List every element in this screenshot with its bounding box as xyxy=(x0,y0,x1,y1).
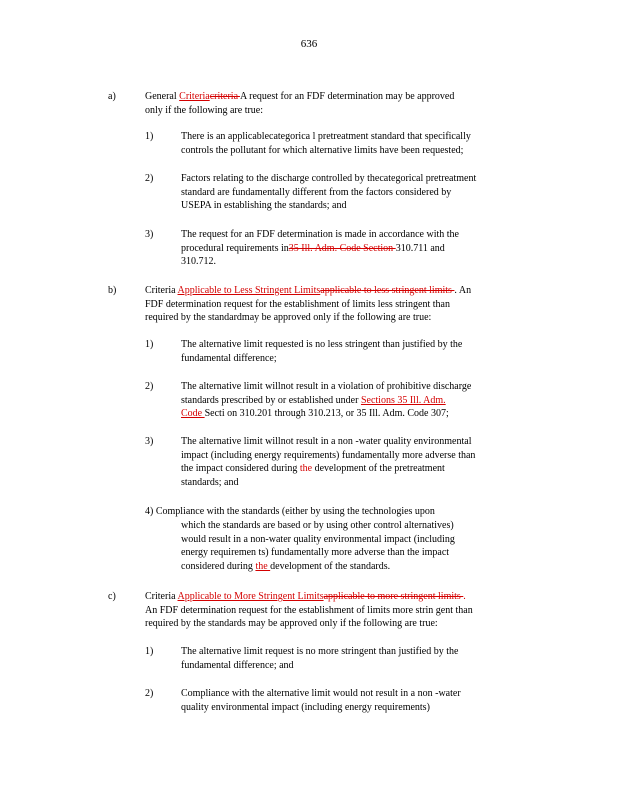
item-number: 2) xyxy=(145,381,154,392)
revision-insert: Applicable to Less Stringent Limits xyxy=(177,285,321,296)
section-c-item-2: Compliance with the alternative limit would not result in a non -water quality environmental impact (including energy requirements) xyxy=(181,688,461,713)
section-a-item-2: Factors relating to the discharge controlled by thecategorical pretreatment standard are fundamentally different from the factors considered by USEPA in establishing the standards; and xyxy=(181,173,477,212)
revision-delete: applicable xyxy=(320,285,362,296)
section-a-heading xyxy=(145,90,454,117)
revision-delete: applicable xyxy=(323,591,365,602)
item-number: 1) xyxy=(145,131,154,142)
section-b-item-4-continued: which the standards are based or by using other control alternatives) would result in a non-water quality environmental impact (including energy requiremen ts) fundamentally more adverse than the impact considered during the development of the standards. xyxy=(181,520,455,572)
revision-insert: Criteria xyxy=(179,91,210,102)
section-a-label: a) xyxy=(108,91,116,102)
section-b-heading: Criteria Applicable to Less Stringent Limitsapplicable to less stringent limits . An FDF determination request for the establishment of limits less stringent than required by the standardmay be approved only if the following are true: xyxy=(145,285,472,324)
section-b-item-2: The alternative limit willnot result in a violation of prohibitive discharge standards prescribed by or established under Sections 35 Ill. Adm. Code Secti on 310.201 through 310.213, or 35 Ill. Adm. Code 307; xyxy=(181,381,472,420)
revision-delete: to less stringent limits xyxy=(361,285,455,296)
revision-delete: criteria xyxy=(209,91,240,102)
revision-delete: to more stringent limits xyxy=(364,591,464,602)
page-number: 636 xyxy=(300,38,318,50)
item-number: 2) xyxy=(145,173,154,184)
item-number: 2) xyxy=(145,688,154,699)
item-number: 3) xyxy=(145,229,154,240)
item-number: 1) xyxy=(145,646,154,657)
section-b-heading-line-1: Criteria Applicable to Less Stringent Limitsapplicable to less stringent limits . An xyxy=(145,285,472,296)
section-b-item-1: The alternative limit requested is no less stringent than justified by the fundamental difference; xyxy=(181,339,463,364)
section-c-label: c) xyxy=(108,591,116,602)
section-c-heading-line-1: Criteria Applicable to More Stringent Limitsapplicable to more stringent limits . xyxy=(145,591,466,602)
item-number: 1) xyxy=(145,339,154,350)
section-a-heading-line-1: General Criteriacriteria A request for an FDF determination may be approved xyxy=(145,91,455,102)
section-b-label: b) xyxy=(108,285,117,296)
section-b-item-4: 4) Compliance with the standards (either by using the technologies upon xyxy=(145,506,435,517)
section-a-item-3: The request for an FDF determination is made in accordance with the procedural requirements in35 Ill. Adm. Code Section 310.711 and 310.712. xyxy=(181,229,459,268)
revision-insert: Applicable to More Stringent Limits xyxy=(177,591,324,602)
section-b-item-3: The alternative limit willnot result in a non -water quality environmental impact (including energy requirements) fundamentally more adverse than the impact considered during the development of the pretreatment standards; and xyxy=(181,436,476,488)
section-a-heading-line-2: only if the following are true: xyxy=(145,104,264,116)
section-a-item-1: There is an applicablecategorica l pretreatment standard that specifically controls the pollutant for which alternative limits have been requested; xyxy=(181,131,471,156)
item-number: 3) xyxy=(145,436,154,447)
section-c-heading: Criteria Applicable to More Stringent Limitsapplicable to more stringent limits . An FDF determination request for the establishment of limits more strin gent than required by the standards may be approved only if the following are true: xyxy=(145,591,473,630)
section-c-item-1: The alternative limit request is no more stringent than justified by the fundamental difference; and xyxy=(181,646,459,671)
